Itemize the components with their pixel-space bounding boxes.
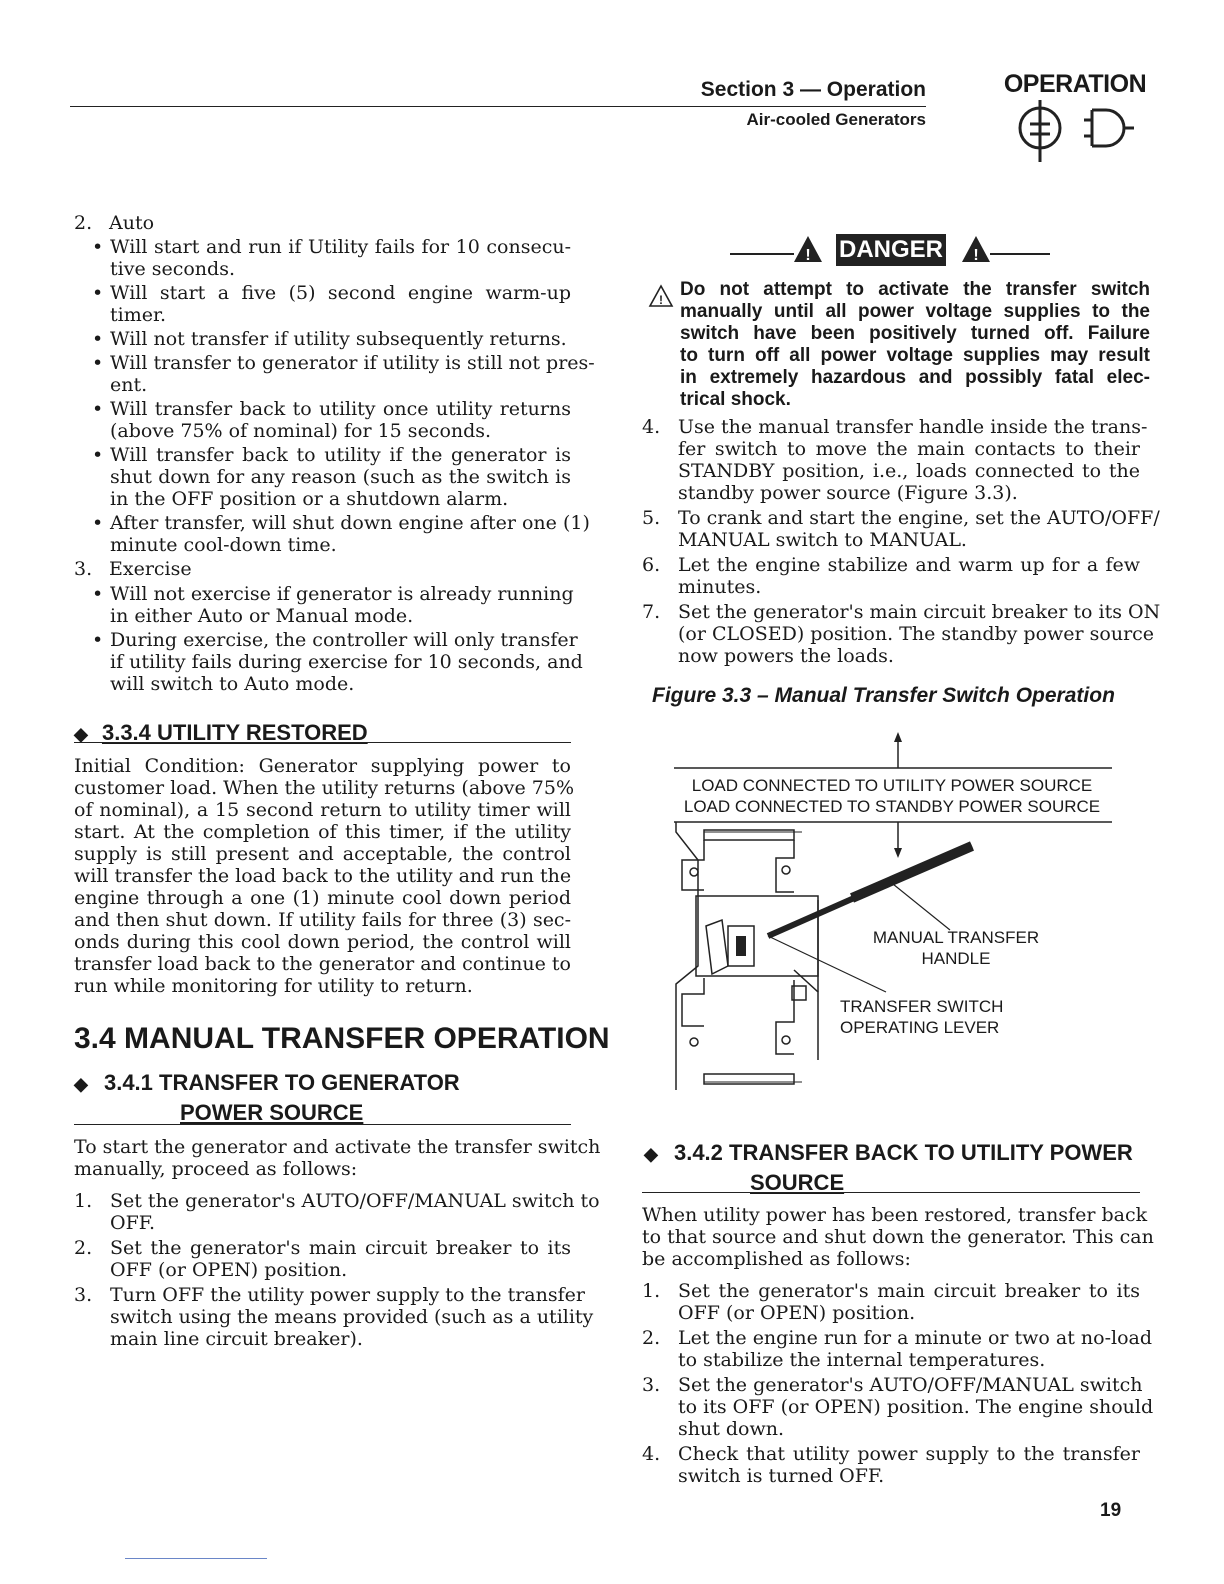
step-number: 4. [642,1443,661,1465]
transfer-to-generator-steps [74,1190,600,1353]
auto-bullets [74,236,595,556]
text-line: MANUAL switch to MANUAL. [678,529,967,551]
text-line: to stabilize the internal temperatures. [678,1349,1046,1371]
text-line: manually, proceed as follows: [74,1158,358,1180]
text-line: start. At the completion of this timer, if the utility [74,821,571,843]
step-item [74,1284,594,1350]
bullet-item [74,629,583,695]
transfer-back-heading-line2: SOURCE [750,1170,845,1195]
bullet-text [110,512,590,556]
text-line: Check that utility power supply to the transfer [678,1443,1140,1465]
list-title-auto: Auto [109,212,155,234]
text-line: (or CLOSED) position. The standby power source [678,623,1155,645]
step-text [678,507,1160,551]
utility-restored-heading: ◆ 3.3.4 UTILITY RESTORED [74,720,368,745]
danger-label: DANGER [838,236,943,263]
step-number: 1. [642,1280,661,1302]
list-number: 2. [74,212,93,234]
text-line: Set the generator's AUTO/OFF/MANUAL switch [678,1374,1143,1396]
text-line: (above 75% of nominal) for 15 seconds. [110,420,492,442]
bullet-item [74,583,574,627]
text-line: Set the generator's main circuit breaker to its ON [678,601,1161,623]
step-item [642,507,1160,551]
bullet-text [110,236,571,280]
text-line: customer load. When the utility returns (above 75% [74,777,575,799]
step-number: 2. [74,1237,93,1259]
bullet-item [74,328,571,350]
text-line: Will not transfer if utility subsequently returns. [110,328,567,350]
text-line: and then shut down. If utility fails for three (3) sec- [74,909,571,931]
bullet-icon: • [92,444,104,466]
transfer-to-generator-heading-line2: POWER SOURCE [180,1100,364,1125]
text-line: Turn OFF the utility power supply to the transfer [110,1284,585,1306]
figure-caption: Figure 3.3 – Manual Transfer Switch Operation [652,684,1115,707]
bullet-item [74,398,571,442]
text-line: Let the engine run for a minute or two at no-load [678,1327,1153,1349]
section-rule [74,1124,571,1125]
text-line: switch using the means provided (such as a utility [110,1306,594,1328]
diagram-label-utility: LOAD CONNECTED TO UTILITY POWER SOURCE [691,776,1093,795]
text-line: OFF. [110,1212,156,1234]
warning-icon [648,284,674,308]
diagram-label-lever: TRANSFER SWITCH [840,997,1004,1016]
text-line: standby power source (Figure 3.3). [678,482,1018,504]
text-line: now powers the loads. [678,645,894,667]
transfer-back-steps [642,1280,1154,1490]
page-number: 19 [1100,1500,1122,1521]
bullet-text [110,398,571,442]
text-line: Use the manual transfer handle inside the trans- [678,416,1148,438]
bullet-icon: • [92,629,104,651]
bullet-item [74,236,571,280]
text-line: fer switch to move the main contacts to their [678,438,1140,460]
text-line: in the OFF position or a shutdown alarm. [110,488,509,510]
bullet-icon: • [92,583,104,605]
text-line: shut down. [678,1418,785,1440]
svg-text:!: ! [973,247,979,264]
step-item [642,601,1161,667]
text-line: will transfer the load back to the utility and run the [74,865,572,887]
text-line: manually until all power voltage supplies to the [680,301,1150,322]
text-line: switch is turned OFF. [678,1465,885,1487]
text-line: will switch to Auto mode. [110,673,355,695]
footer-link-line [125,1558,267,1559]
transfer-to-generator-intro [74,1136,601,1180]
text-line: transfer load back to the generator and continue to [74,953,571,975]
text-line: run while monitoring for utility to return. [74,975,473,997]
bullet-icon: • [92,352,104,374]
manual-transfer-heading: 3.4 MANUAL TRANSFER OPERATION [74,1022,610,1055]
bullet-item [74,444,571,510]
text-line: supply is still present and acceptable, the control [74,843,571,865]
transfer-back-heading: ◆ 3.4.2 TRANSFER BACK TO UTILITY POWER [644,1140,1133,1165]
text-line: Will start a five (5) second engine warm-up [110,282,571,304]
step-item [642,1327,1153,1371]
text-line: to turn off all power voltage supplies may result [680,345,1150,366]
text-line: timer. [110,304,167,326]
bullet-item [74,282,571,326]
text-line: trical shock. [680,389,791,410]
text-line: When utility power has been restored, transfer back [642,1204,1148,1226]
manual-steps [642,416,1161,670]
step-number: 5. [642,507,661,529]
bullet-icon: • [92,512,104,534]
step-text [678,554,1140,598]
list-title-exercise: Exercise [109,558,192,580]
step-number: 7. [642,601,661,623]
left-column [74,212,595,695]
step-number: 4. [642,416,661,438]
bullet-item [74,352,595,396]
text-line: of nominal), a 15 second return to utility timer will [74,799,571,821]
text-line: Initial Condition: Generator supplying power to [74,755,571,777]
step-item [642,1443,1140,1487]
diagram-label-handle: MANUAL TRANSFER [872,928,1040,947]
list-number: 3. [74,558,93,580]
text-line: To start the generator and activate the transfer switch [74,1136,601,1158]
step-text [678,1443,1140,1487]
step-text [110,1190,600,1234]
bullet-text [110,352,595,396]
diagram-label-lever-2: OPERATING LEVER [840,1018,1000,1037]
danger-text [680,279,1150,411]
bullet-text [110,583,574,627]
text-line: Will transfer back to utility if the generator is [110,444,571,466]
text-line: Set the generator's main circuit breaker to its [678,1280,1140,1302]
bullet-icon: • [92,328,104,350]
header-section: Section 3 — Operation [700,78,926,101]
text-line: ent. [110,374,148,396]
utility-restored-text [74,755,575,997]
text-line: in extremely hazardous and possibly fatal elec- [680,367,1150,388]
section-rule [74,742,571,743]
text-line: Will transfer back to utility once utility returns [110,398,571,420]
generator-symbol-icon [1010,98,1150,166]
bullet-text [110,328,571,350]
text-line: minutes. [678,576,762,598]
header-subtitle: Air-cooled Generators [746,110,926,129]
step-item [74,1237,571,1281]
text-line: be accomplished as follows: [642,1248,911,1270]
text-line: to its OFF (or OPEN) position. The engine should [678,1396,1154,1418]
text-line: Set the generator's AUTO/OFF/MANUAL switch to [110,1190,600,1212]
text-line: Set the generator's main circuit breaker to its [110,1237,571,1259]
text-line: engine through a one (1) minute cool down period [74,887,571,909]
step-text [110,1284,594,1350]
text-line: After transfer, will shut down engine after one (1) [110,512,590,534]
text-line: Will transfer to generator if utility is still not pres- [110,352,595,374]
header-rule [70,106,926,107]
text-line: shut down for any reason (such as the switch is [110,466,571,488]
text-line: switch have been positively turned off. Failure [680,323,1150,344]
svg-text:!: ! [659,293,663,307]
step-number: 6. [642,554,661,576]
step-item [642,1280,1140,1324]
bullet-icon: • [92,236,104,258]
text-line: onds during this cool down period, the control will [74,931,571,953]
step-text [678,1374,1154,1440]
transfer-to-generator-heading: ◆ 3.4.1 TRANSFER TO GENERATOR [74,1070,460,1095]
diagram-label-standby: LOAD CONNECTED TO STANDBY POWER SOURCE [683,797,1101,816]
text-line: Let the engine stabilize and warm up for a few [678,554,1140,576]
text-line: OFF (or OPEN) position. [110,1259,348,1281]
step-text [110,1237,571,1281]
exercise-bullets [74,583,583,695]
operation-badge: OPERATION [1003,70,1147,98]
text-line: to that source and shut down the generator. This can [642,1226,1154,1248]
step-text [678,1280,1140,1324]
text-line: in either Auto or Manual mode. [110,605,414,627]
step-number: 1. [74,1190,93,1212]
bullet-icon: • [92,398,104,420]
text-line: minute cool-down time. [110,534,337,556]
bullet-item [74,512,590,556]
step-item [74,1190,600,1234]
step-text [678,416,1148,504]
step-item [642,554,1140,598]
bullet-text [110,444,571,510]
bullet-text [110,629,583,695]
diagram-label-handle-2: HANDLE [921,949,991,968]
step-number: 3. [74,1284,93,1306]
step-number: 2. [642,1327,661,1349]
step-item [642,1374,1154,1440]
text-line: To crank and start the engine, set the AUTO/OFF/ [678,507,1160,529]
step-number: 3. [642,1374,661,1396]
bullet-text [110,282,571,326]
text-line: tive seconds. [110,258,235,280]
text-line: During exercise, the controller will only transfer [110,629,578,651]
text-line: OFF (or OPEN) position. [678,1302,916,1324]
section-rule [642,1192,1140,1193]
bullet-icon: • [92,282,104,304]
text-line: if utility fails during exercise for 10 seconds, and [110,651,583,673]
text-line: Will start and run if Utility fails for 10 consecu- [110,236,571,258]
step-text [678,1327,1153,1371]
svg-text:!: ! [805,247,811,264]
text-line: Do not attempt to activate the transfer switch [680,279,1150,300]
text-line: Will not exercise if generator is already running [110,583,574,605]
text-line: main line circuit breaker). [110,1328,363,1350]
step-text [678,601,1161,667]
step-item [642,416,1148,504]
transfer-back-intro [642,1204,1154,1270]
text-line: STANDBY position, i.e., loads connected to the [678,460,1140,482]
